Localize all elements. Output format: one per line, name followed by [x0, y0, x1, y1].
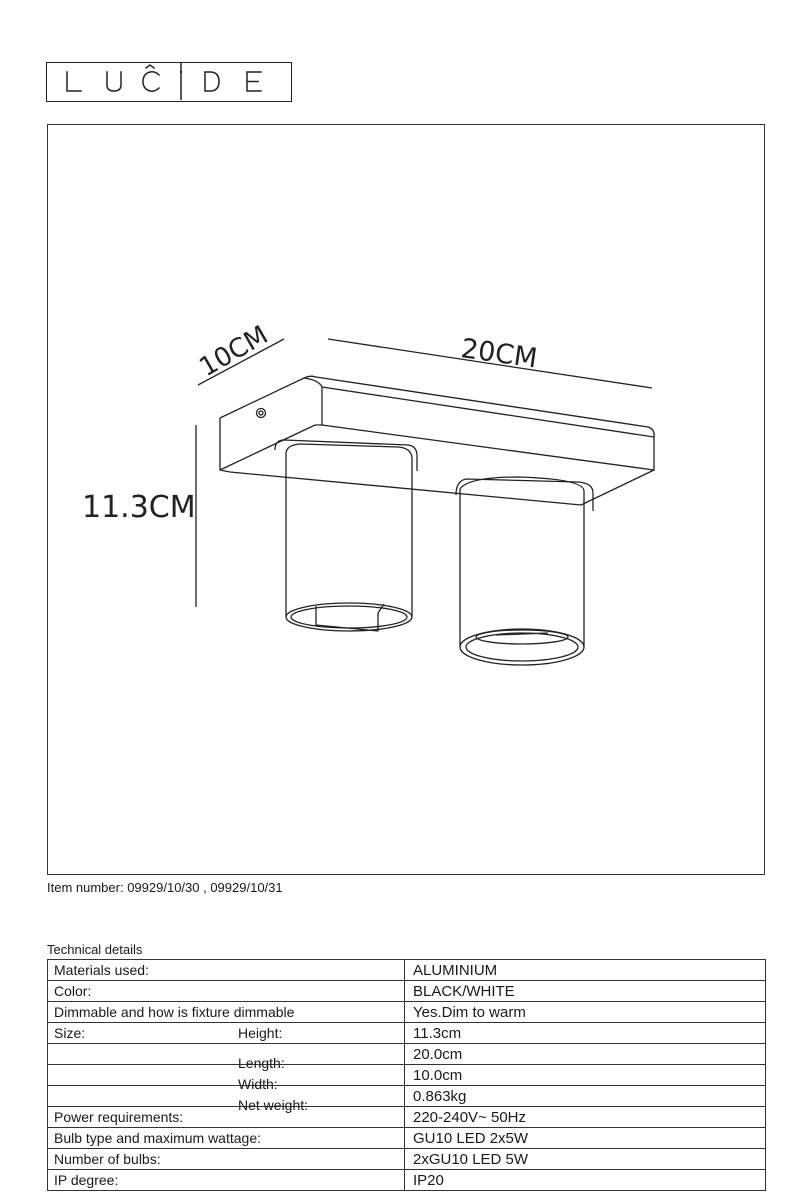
spec-label-cell — [48, 960, 405, 981]
spec-label-cell — [48, 1044, 405, 1071]
table-row — [48, 960, 766, 981]
table-row — [48, 1002, 766, 1023]
spec-sublabel: Length: — [238, 1055, 285, 1071]
spec-value: 11.3cm — [405, 1023, 766, 1044]
spec-value: Yes.Dim to warm — [405, 1002, 766, 1023]
table-row — [48, 1128, 766, 1149]
spec-label-cell — [48, 1086, 405, 1113]
item-number: Item number: 09929/10/30 , 09929/10/31 — [47, 880, 283, 895]
spec-label: Number of bulbs: — [54, 1150, 161, 1167]
table-row — [48, 1023, 766, 1044]
brand-logo — [46, 62, 292, 102]
spec-label-cell — [48, 1065, 405, 1092]
spec-label: Size: — [54, 1024, 86, 1041]
spec-label-cell — [48, 1002, 405, 1023]
product-drawing — [47, 124, 765, 875]
spec-label-cell — [48, 981, 405, 1002]
spec-value: ALUMINIUM — [405, 960, 766, 981]
spec-sublabel: Net weight: — [238, 1097, 309, 1113]
table-row — [48, 1107, 766, 1128]
spec-value: 0.863kg — [405, 1086, 766, 1107]
spec-sublabel: Width: — [238, 1076, 278, 1092]
spec-label: Power requirements: — [54, 1108, 184, 1125]
table-row — [48, 1044, 766, 1065]
table-row — [48, 1170, 766, 1191]
depth-dimension-label: 10CM — [194, 320, 274, 384]
spec-value: 2xGU10 LED 5W — [405, 1149, 766, 1170]
spec-label-cell — [48, 1149, 405, 1170]
spec-value: GU10 LED 2x5W — [405, 1128, 766, 1149]
spec-label-cell — [48, 1170, 405, 1191]
spec-label: Materials used: — [54, 961, 149, 978]
spec-value: BLACK/WHITE — [405, 981, 766, 1002]
spec-value: 20.0cm — [405, 1044, 766, 1065]
length-dimension-label: 20CM — [459, 333, 540, 375]
table-row — [48, 981, 766, 1002]
spec-label-cell — [48, 1023, 405, 1044]
table-row — [48, 1065, 766, 1086]
table-row — [48, 1086, 766, 1107]
height-dimension-label: 11.3CM — [82, 490, 196, 525]
lucide-wordmark — [47, 63, 290, 100]
spec-value: 220-240V~ 50Hz — [405, 1107, 766, 1128]
spec-label: Dimmable and how is fixture dimmable — [54, 1003, 295, 1020]
technical-details-table — [47, 959, 766, 1191]
spec-label: Bulb type and maximum wattage: — [54, 1129, 261, 1146]
spec-label: IP degree: — [54, 1171, 119, 1188]
spec-label-cell — [48, 1107, 405, 1128]
spec-value: IP20 — [405, 1170, 766, 1191]
spec-label-cell — [48, 1128, 405, 1149]
spec-label: Color: — [54, 982, 92, 999]
table-row — [48, 1149, 766, 1170]
spec-value: 10.0cm — [405, 1065, 766, 1086]
fixture-line-drawing — [48, 125, 766, 876]
technical-details-caption: Technical details — [47, 942, 143, 957]
spec-sublabel: Height: — [238, 1024, 283, 1041]
